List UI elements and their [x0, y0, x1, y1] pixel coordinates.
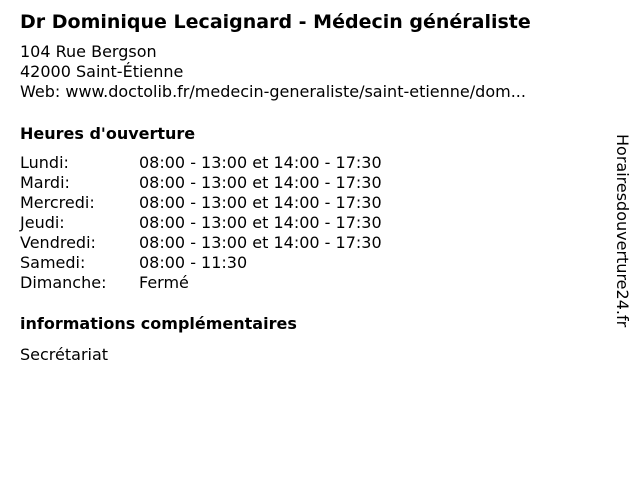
day-label: Mercredi: [20, 193, 95, 212]
day-label: Vendredi: [20, 233, 96, 252]
address-web: Web: www.doctolib.fr/medecin-generaliste/saint-etienne/dom... [20, 82, 526, 101]
day-label: Jeudi: [20, 213, 65, 232]
day-hours: 08:00 - 13:00 et 14:00 - 17:30 [139, 173, 382, 192]
site-watermark: Horairesdouverture24.fr [613, 134, 632, 328]
day-label: Dimanche: [20, 273, 107, 292]
hours-heading: Heures d'ouverture [20, 124, 196, 143]
day-label: Mardi: [20, 173, 70, 192]
page-title: Dr Dominique Lecaignard - Médecin généraliste [20, 11, 531, 33]
info-text: Secrétariat [20, 345, 109, 364]
address-street: 104 Rue Bergson [20, 42, 157, 61]
address-city: 42000 Saint-Étienne [20, 62, 184, 81]
day-label: Samedi: [20, 253, 86, 272]
day-hours: 08:00 - 13:00 et 14:00 - 17:30 [139, 213, 382, 232]
day-hours: 08:00 - 13:00 et 14:00 - 17:30 [139, 193, 382, 212]
info-heading: informations complémentaires [20, 314, 297, 333]
day-hours: 08:00 - 13:00 et 14:00 - 17:30 [139, 153, 382, 172]
address-block [20, 42, 526, 102]
day-hours: 08:00 - 13:00 et 14:00 - 17:30 [139, 233, 382, 252]
day-hours: Fermé [139, 273, 189, 292]
day-hours: 08:00 - 11:30 [139, 253, 248, 272]
day-label: Lundi: [20, 153, 69, 172]
